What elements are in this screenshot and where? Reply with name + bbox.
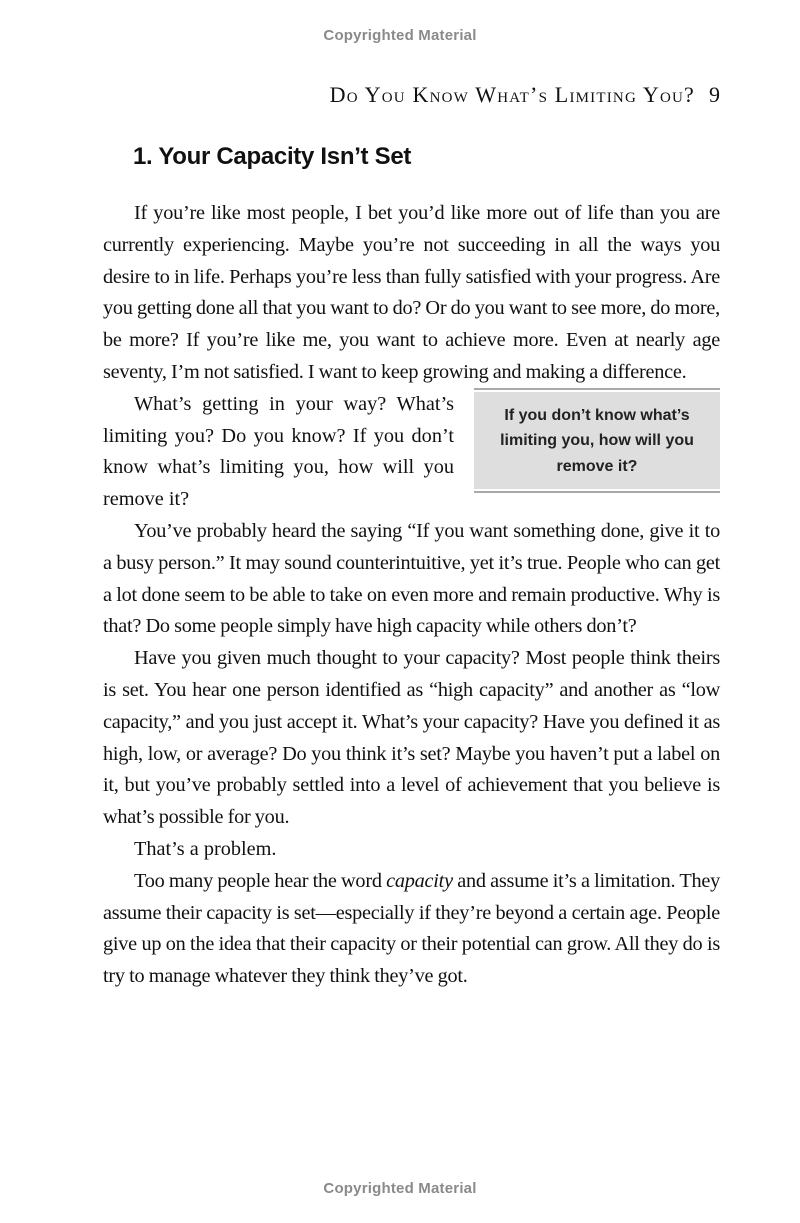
pull-quote: [474, 388, 720, 494]
copyright-watermark-top: Copyrighted Material: [323, 27, 477, 44]
emphasis-capacity: capacity: [386, 869, 453, 892]
paragraph-5: That’s a problem.: [134, 837, 277, 860]
pull-quote-text: If you don’t know what’s limiting you, how will you remove it?: [474, 392, 720, 490]
chapter-title: Do You Know What’s Limiting You?: [329, 82, 695, 107]
paragraph-3: You’ve probably heard the saying “If you want something done, give it to a busy person.” It may sound counterintuitive, yet it’s true. People who can get a lot done seem to be able to take on even more and remain productive. Why is that? Do some people simply have high capacity while others don’t?: [103, 519, 720, 638]
paragraph-4: Have you given much thought to your capacity? Most people think theirs is set. You hear one person identified as “high capacity” and another as “low capacity,” and you just accept it. What’s your capacity? Have you defined it as high, low, or average? Do you think it’s set? Maybe you haven’t put a label on it, but you’ve probably settled into a level of achievement that you believe is what’s possible for you.: [103, 647, 720, 829]
section-heading: 1. Your Capacity Isn’t Set: [133, 143, 412, 170]
page-number: 9: [709, 82, 720, 107]
paragraph-1: If you’re like most people, I bet you’d like more out of life than you are currently experiencing. Maybe you’re not succeeding in all the ways you desire to in life. Perhaps you’re less than fully satisfied with your progress. Are you getting done all that you want to do? Or do you want to see more, do more, be more? If you’re like me, you want to achieve more. Even at nearly age seventy, I’m not satisfied. I want to keep growing and making a difference.: [103, 202, 720, 383]
paragraph-6-start: Too many people hear the word: [134, 869, 387, 892]
paragraph-6-end: and assume it’s a limitation. They assume their capacity is set—especially if they’re beyond a certain age. People give up on the idea that their capacity or their potential can grow. All they do is try to manage whatever they think they’ve got.: [103, 869, 720, 988]
paragraph-6: [103, 866, 720, 993]
copyright-watermark-bottom: Copyrighted Material: [323, 1180, 477, 1197]
body-text: [103, 198, 720, 993]
paragraph-2: What’s getting in your way? What’s limiting you? Do you know? If you don’t know what’s limiting you, how will you remove it?: [103, 392, 454, 511]
running-head: [100, 82, 720, 108]
